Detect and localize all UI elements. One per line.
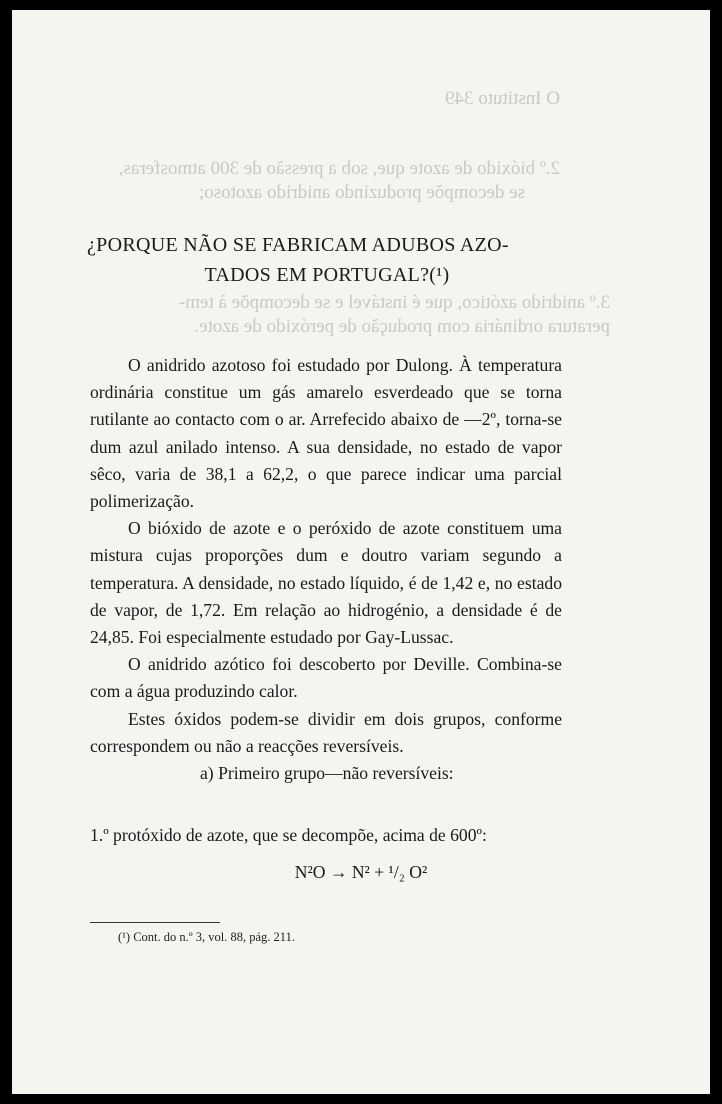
- ghost-line-4: 3.º anidrido azótico, que é instável e se decompõe à tem-: [178, 292, 610, 313]
- footnote: (¹) Cont. do n.º 3, vol. 88, pág. 211.: [118, 930, 295, 944]
- ghost-line-5: peratura ordinária com produção de peróxido de azote.: [194, 316, 610, 337]
- article-title: [87, 230, 567, 290]
- ghost-line-2: 2.º bióxido de azote que, sob a pressão de 300 atmosferas,: [118, 158, 560, 179]
- ghost-line-3: se decompõe produzindo anidrido azotoso;: [198, 182, 525, 203]
- chemical-formula: N²O → N² + ¹/₂ O²: [294, 862, 428, 882]
- article-body: [90, 352, 562, 787]
- page: [12, 10, 710, 1094]
- paragraph-3: O anidrido azótico foi descoberto por Deville. Combina-se com a água produzindo calor.: [90, 654, 562, 702]
- paragraph-1: O anidrido azotoso foi estudado por Dulong. À temperatura ordinária constitue um gás amarelo esverdeado que se torna rutilante ao contacto com o ar. Arrefecido abaixo de —2º, torna-se dum azul anilado intenso. A sua densidade, no estado de vapor sêco, varia de 38,1 a 62,2, o que parece indicar uma parcial polimerização.: [90, 355, 562, 512]
- ghost-line-1: O Instituto 349: [444, 88, 560, 109]
- paragraph-2: O bióxido de azote e o peróxido de azote constituem uma mistura cujas proporções dum e doutro variam segundo a temperatura. A densidade, no estado líquido, é de 1,42 e, no estado de vapor, de 1,72. Em relação ao hidrogénio, a densidade é de 24,85. Foi especialmente estudado por Gay-Lussac.: [90, 518, 562, 648]
- paragraph-5: a) Primeiro grupo—não reversíveis:: [200, 763, 454, 784]
- list-item-1: 1.º protóxido de azote, que se decompõe, acima de 600º:: [90, 825, 487, 845]
- title-line-1: ¿PORQUE NÃO SE FABRICAM ADUBOS AZO-: [87, 234, 509, 256]
- title-line-2: TADOS EM PORTUGAL?(¹): [204, 264, 450, 286]
- footnote-divider: [90, 922, 220, 923]
- paragraph-4: Estes óxidos podem-se dividir em dois grupos, conforme correspondem ou não a reacções reversíveis.: [90, 708, 562, 756]
